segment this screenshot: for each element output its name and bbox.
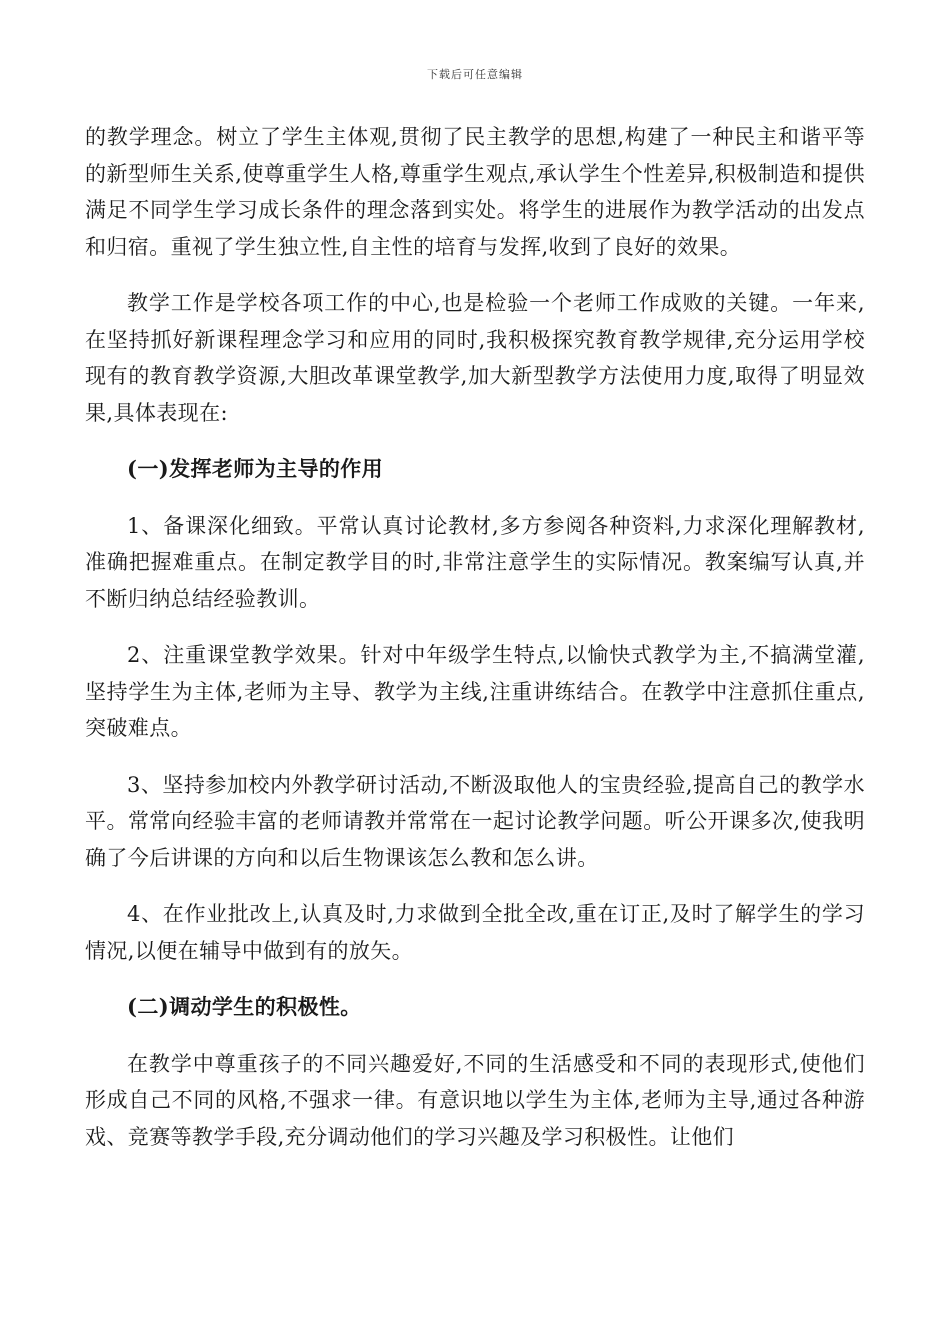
list-item-2: 2、注重课堂教学效果。针对中年级学生特点,以愉快式教学为主,不搞满堂灌,坚持学生为主体,老师为主导、教学为主线,注重讲练结合。在教学中注意抓住重点, 突破难点。	[85, 643, 865, 740]
section-heading-one: (一)发挥老师为主导的作用	[127, 456, 384, 481]
list-item-4: 4、在作业批改上,认真及时,力求做到全批全改,重在订正,及时了解学生的学习情况,以便在辅导中做到有的放矢。	[85, 902, 865, 963]
section-heading-two: (二)调动学生的积极性。	[127, 994, 362, 1019]
paragraph-continuation: 的教学理念。树立了学生主体观,贯彻了民主教学的思想,构建了一种民主和谐平等的新型师生关系,使尊重学生人格,尊重学生观点,承认学生个性差异,积极制造和提供满足不同学生学习成长条件的理念落到实处。将学生的进展作为教学活动的出发点和归宿。重视了学生独立性,自主性的培育与发挥,收到了良好的效果。	[85, 125, 865, 259]
document-body	[85, 119, 865, 1175]
paragraph-teaching-work: 教学工作是学校各项工作的中心,也是检验一个老师工作成败的关键。一年来,在坚持抓好新课程理念学习和应用的同时,我积极探究教育教学规律,充分运用学校现有的教育教学资源,大胆改革课堂教学,加大新型教学方法使用力度,取得了明显效果,具体表现在:	[85, 291, 865, 425]
paragraph-student-interest: 在教学中尊重孩子的不同兴趣爱好,不同的生活感受和不同的表现形式,使他们形成自己不同的风格,不强求一律。有意识地以学生为主体,老师为主导,通过各种游戏、竞赛等教学手段,充分调动他们的学习兴趣及学习积极性。让他们	[85, 1051, 865, 1149]
page-header: 下载后可任意编辑	[427, 68, 523, 81]
list-item-3: 3、坚持参加校内外教学研讨活动,不断汲取他人的宝贵经验,提高自己的教学水平。常常向经验丰富的老师请教并常常在一起讨论教学问题。听公开课多次,使我明确了今后讲课的方向和以后生物课该怎么教和怎么讲。	[85, 772, 865, 870]
list-item-1: 1、备课深化细致。平常认真讨论教材,多方参阅各种资料,力求深化理解教材,准确把握难重点。在制定教学目的时,非常注意学生的实际情况。教案编写认真,并不断归纳总结经验教训。	[85, 513, 865, 611]
